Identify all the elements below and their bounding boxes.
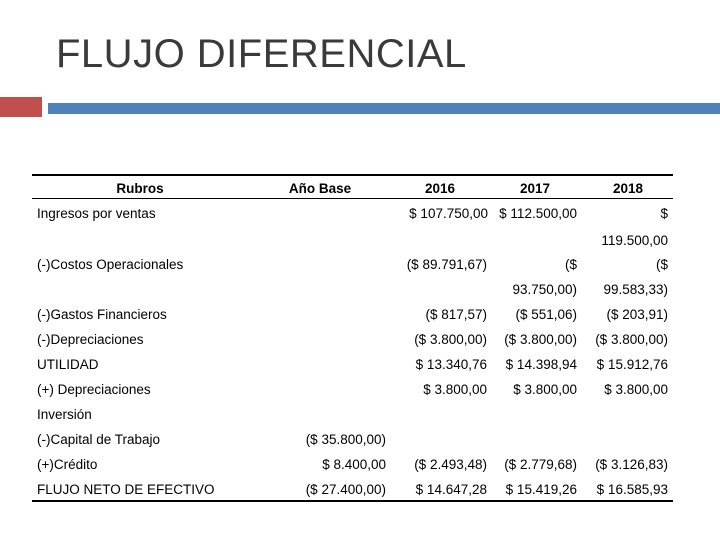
cell-credito-2017: ($ 2.779,68) <box>504 457 577 472</box>
row-label-depreciaciones: (-)Depreciaciones <box>37 332 144 347</box>
cell-costos-2018-currency: ($ <box>655 257 668 272</box>
slide-title: FLUJO DIFERENCIAL <box>56 32 467 76</box>
header-2016: 2016 <box>424 181 456 196</box>
cell-depreciaciones-2016: ($ 3.800,00) <box>414 332 487 347</box>
row-label-flujo-neto: FLUJO NETO DE EFECTIVO <box>37 482 215 497</box>
cell-flujo-2016: $ 14.647,28 <box>415 482 487 497</box>
cell-credito-2018: ($ 3.126,83) <box>595 457 668 472</box>
cell-credito-base: $ 8.400,00 <box>322 457 386 472</box>
row-label-inversion: Inversión <box>37 407 92 422</box>
cell-flujo-base: ($ 27.400,00) <box>305 482 386 497</box>
cell-gastos-2016: ($ 817,57) <box>425 307 487 322</box>
row-label-costos: (-)Costos Operacionales <box>37 257 184 272</box>
row-label-capital: (-)Capital de Trabajo <box>37 432 161 447</box>
cell-utilidad-2017: $ 14.398,94 <box>505 357 577 372</box>
row-label-mas-depreciaciones: (+) Depreciaciones <box>37 382 151 397</box>
cell-depreciaciones-2017: ($ 3.800,00) <box>504 332 577 347</box>
cell-ingresos-2017: $ 112.500,00 <box>499 206 577 221</box>
cell-utilidad-2018: $ 15.912,76 <box>596 357 668 372</box>
cell-mas-depreciaciones-2017: $ 3.800,00 <box>513 382 577 397</box>
cell-utilidad-2016: $ 13.340,76 <box>415 357 487 372</box>
cell-depreciaciones-2018: ($ 3.800,00) <box>595 332 668 347</box>
header-2017: 2017 <box>519 181 551 196</box>
accent-bar-blue <box>48 103 720 114</box>
row-label-utilidad: UTILIDAD <box>37 357 99 372</box>
cell-costos-2016: ($ 89.791,67) <box>406 257 487 272</box>
cell-costos-2018-value: 99.583,33) <box>603 282 668 297</box>
cell-flujo-2018: $ 16.585,93 <box>596 482 668 497</box>
cell-gastos-2017: ($ 551,06) <box>515 307 577 322</box>
header-2018: 2018 <box>612 181 644 196</box>
table-bottom-border <box>32 500 673 502</box>
header-rubros: Rubros <box>116 181 164 196</box>
cell-ingresos-2016: $ 107.750,00 <box>409 206 488 221</box>
table-top-border <box>32 174 673 176</box>
cell-credito-2016: ($ 2.493,48) <box>414 457 487 472</box>
header-ano-base: Año Base <box>288 181 352 196</box>
cell-costos-2017-value: 93.750,00) <box>512 282 577 297</box>
accent-bar-red <box>0 97 42 117</box>
cell-flujo-2017: $ 15.419,26 <box>505 482 577 497</box>
cell-capital-base: ($ 35.800,00) <box>305 432 386 447</box>
row-label-credito: (+)Crédito <box>37 457 98 472</box>
cell-mas-depreciaciones-2016: $ 3.800,00 <box>423 382 487 397</box>
cell-gastos-2018: ($ 203,91) <box>606 307 668 322</box>
cell-mas-depreciaciones-2018: $ 3.800,00 <box>604 382 668 397</box>
row-label-gastos: (-)Gastos Financieros <box>37 307 167 322</box>
row-label-ingresos: Ingresos por ventas <box>37 206 156 221</box>
cell-ingresos-2018-value: 119.500,00 <box>601 233 668 248</box>
cell-costos-2017-currency: ($ <box>564 257 577 272</box>
header-bottom-border <box>32 198 673 199</box>
cell-ingresos-2018-currency: $ <box>660 206 668 221</box>
